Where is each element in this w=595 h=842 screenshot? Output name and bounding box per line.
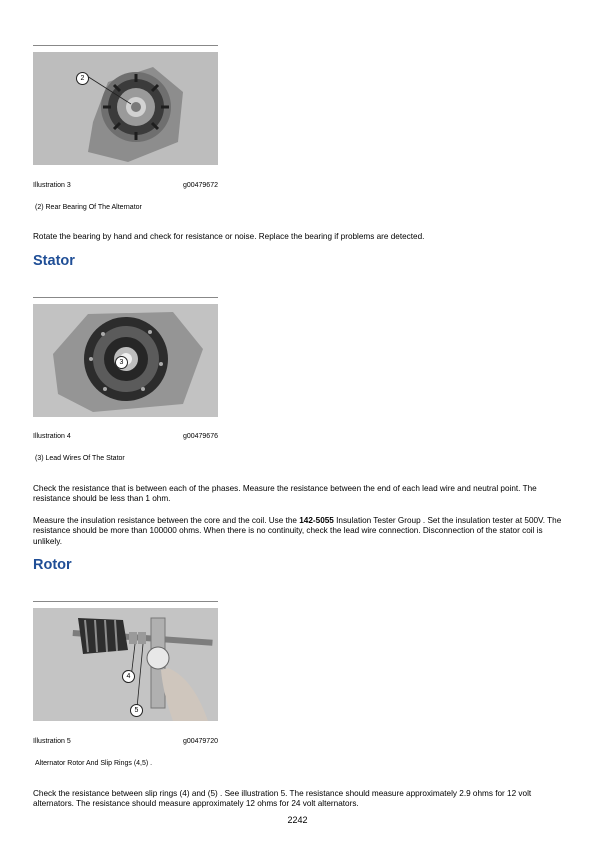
stator-paragraph-2: [33, 516, 563, 547]
figure-description: (2) Rear Bearing Of The Alternator: [35, 204, 142, 211]
illustration-label: Illustration 4: [33, 433, 71, 440]
stator-paragraph-2-before: Measure the insulation resistance between the core and the coil. Use the: [33, 516, 300, 525]
rotor-photo: [33, 608, 218, 721]
callout-5: 5: [130, 704, 143, 717]
part-number: 142-5055: [299, 516, 334, 525]
caption-row: [33, 182, 218, 189]
figure-illustration-3: [33, 45, 218, 211]
illustration-label: Illustration 3: [33, 182, 71, 189]
rear-bearing-photo: [33, 52, 218, 165]
page-number: 2242: [287, 815, 308, 825]
illustration-code: g00479720: [182, 738, 218, 745]
rotor-heading: Rotor: [33, 557, 72, 573]
figure-illustration-4: [33, 297, 218, 462]
stator-paragraph-1: Check the resistance that is between each of the phases. Measure the resistance between the end of each lead wire and neutral point. The resistance should be less than 1 ohm.: [33, 484, 537, 504]
figure-illustration-5: [33, 601, 218, 767]
stator-photo: [33, 304, 218, 417]
stator-heading: Stator: [33, 253, 75, 269]
caption-row: [33, 433, 218, 440]
callout-2: 2: [76, 72, 89, 85]
illustration-code: g00479672: [182, 182, 218, 189]
caption-row: [33, 738, 218, 745]
figure-description: (3) Lead Wires Of The Stator: [35, 455, 125, 462]
callout-3: 3: [115, 356, 128, 369]
illustration-code: g00479676: [182, 433, 218, 440]
callout-4: 4: [122, 670, 135, 683]
rotor-paragraph-1: Check the resistance between slip rings (4) and (5) . See illustration 5. The resistance should measure approximately 2.9 ohms for 12 volt alternators. The resistance should measure approximately 12 ohms for 24 volt alternators.: [33, 789, 532, 809]
figure-top-rule: [33, 45, 218, 46]
bearing-paragraph: Rotate the bearing by hand and check for resistance or noise. Replace the bearing if problems are detected.: [33, 232, 425, 241]
stator-paragraph-2-after: Insulation Tester Group . Set the insulation tester at 500V. The resistance should be more than 100000 ohms. When there is no continuity, check the lead wire connection. Disconnection of the stator coil is unlikely.: [33, 516, 562, 546]
figure-top-rule: [33, 601, 218, 602]
figure-description: Alternator Rotor And Slip Rings (4,5) .: [35, 760, 153, 767]
illustration-label: Illustration 5: [33, 738, 71, 745]
figure-top-rule: [33, 297, 218, 298]
